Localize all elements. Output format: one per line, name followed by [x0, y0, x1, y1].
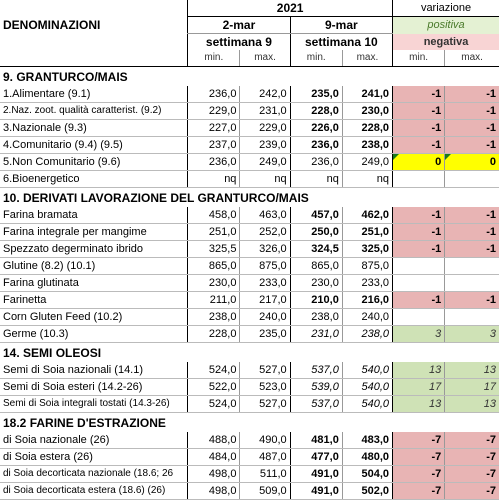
curr-max: 483,0 [342, 432, 392, 449]
prev-max: 217,0 [240, 292, 290, 309]
curr-min: 226,0 [290, 120, 342, 137]
var-max: -7 [445, 483, 499, 500]
prev-min: nq [188, 171, 240, 188]
curr-max: 251,0 [342, 224, 392, 241]
date-header-1: 2-mar [188, 17, 290, 34]
curr-min: 477,0 [290, 449, 342, 466]
prev-min: 238,0 [188, 309, 240, 326]
var-max: 13 [445, 396, 499, 413]
curr-min: 491,0 [290, 466, 342, 483]
curr-min: 228,0 [290, 103, 342, 120]
row-name: Semi di Soia nazionali (14.1) [0, 362, 188, 379]
curr-min: 235,0 [290, 86, 342, 103]
table-row [0, 466, 499, 483]
prev-max: 511,0 [240, 466, 290, 483]
var-max: 3 [445, 326, 499, 343]
prev-min: 211,0 [188, 292, 240, 309]
var-min: -1 [393, 224, 445, 241]
prev-max: 875,0 [240, 258, 290, 275]
prev-min: 522,0 [188, 379, 240, 396]
var-max: 13 [445, 362, 499, 379]
prev-min: 484,0 [188, 449, 240, 466]
curr-max: 233,0 [342, 275, 392, 292]
var-min: -7 [393, 466, 445, 483]
curr-min: 210,0 [290, 292, 342, 309]
table-row [0, 432, 499, 449]
prev-min: 229,0 [188, 103, 240, 120]
var-min [393, 275, 445, 292]
var-max: -1 [445, 120, 499, 137]
curr-min: 539,0 [290, 379, 342, 396]
var-min: -1 [393, 137, 445, 154]
curr-min: 457,0 [290, 207, 342, 224]
table-row [0, 241, 499, 258]
table-row [0, 379, 499, 396]
section-title: 10. DERIVATI LAVORAZIONE DEL GRANTURCO/MAIS [0, 188, 499, 207]
curr-min: 491,0 [290, 483, 342, 500]
var-max: -1 [445, 207, 499, 224]
prev-max: nq [240, 171, 290, 188]
table-row [0, 171, 499, 188]
var-max: -1 [445, 292, 499, 309]
table-body [0, 67, 499, 500]
var-max: -7 [445, 432, 499, 449]
date-header-2: 9-mar [290, 17, 392, 34]
var-min [393, 171, 445, 188]
min-header: min. [290, 50, 342, 67]
curr-max: nq [342, 171, 392, 188]
curr-min: 481,0 [290, 432, 342, 449]
header-spacer [0, 50, 188, 67]
curr-max: 504,0 [342, 466, 392, 483]
curr-max: 249,0 [342, 154, 392, 171]
prev-min: 230,0 [188, 275, 240, 292]
row-name: 3.Nazionale (9.3) [0, 120, 188, 137]
prev-min: 524,0 [188, 362, 240, 379]
prev-min: 236,0 [188, 154, 240, 171]
prev-max: 487,0 [240, 449, 290, 466]
prev-max: 235,0 [240, 326, 290, 343]
section-header [0, 413, 499, 432]
section-title: 14. SEMI OLEOSI [0, 343, 499, 362]
table-row [0, 154, 499, 171]
var-min: -7 [393, 449, 445, 466]
var-min: 0 [393, 154, 445, 171]
var-min: -1 [393, 103, 445, 120]
section-header [0, 188, 499, 207]
curr-min: 250,0 [290, 224, 342, 241]
var-min: -7 [393, 432, 445, 449]
section-header [0, 343, 499, 362]
row-name: Farina integrale per mangime [0, 224, 188, 241]
curr-max: 540,0 [342, 362, 392, 379]
table-row [0, 224, 499, 241]
curr-max: 216,0 [342, 292, 392, 309]
var-max: -1 [445, 224, 499, 241]
var-min: -1 [393, 292, 445, 309]
curr-min: 865,0 [290, 258, 342, 275]
row-name: 2.Naz. zoot. qualità caratterist. (9.2) [0, 103, 188, 120]
prev-max: 240,0 [240, 309, 290, 326]
table-row [0, 396, 499, 413]
prev-min: 325,5 [188, 241, 240, 258]
curr-max: 502,0 [342, 483, 392, 500]
curr-max: 241,0 [342, 86, 392, 103]
curr-min: nq [290, 171, 342, 188]
var-max [445, 275, 499, 292]
curr-max: 540,0 [342, 379, 392, 396]
prev-min: 488,0 [188, 432, 240, 449]
curr-max: 228,0 [342, 120, 392, 137]
curr-max: 875,0 [342, 258, 392, 275]
var-min: -1 [393, 120, 445, 137]
prev-max: 523,0 [240, 379, 290, 396]
curr-max: 230,0 [342, 103, 392, 120]
row-name: di Soia decorticata estera (18.6) (26) [0, 483, 188, 500]
prev-max: 229,0 [240, 120, 290, 137]
table-row [0, 207, 499, 224]
curr-min: 537,0 [290, 362, 342, 379]
var-min [393, 258, 445, 275]
var-max: -1 [445, 137, 499, 154]
prev-max: 527,0 [240, 362, 290, 379]
curr-max: 325,0 [342, 241, 392, 258]
var-min: -1 [393, 86, 445, 103]
var-max: 17 [445, 379, 499, 396]
row-name: Germe (10.3) [0, 326, 188, 343]
prev-max: 239,0 [240, 137, 290, 154]
curr-max: 238,0 [342, 137, 392, 154]
row-name: Semi di Soia esteri (14.2-26) [0, 379, 188, 396]
legend-positiva: positiva [393, 17, 499, 34]
curr-min: 238,0 [290, 309, 342, 326]
row-name: Farinetta [0, 292, 188, 309]
var-min: -7 [393, 483, 445, 500]
table-row [0, 137, 499, 154]
prev-max: 231,0 [240, 103, 290, 120]
prev-max: 249,0 [240, 154, 290, 171]
min-header: min. [188, 50, 240, 67]
row-name: 4.Comunitario (9.4) (9.5) [0, 137, 188, 154]
curr-max: 480,0 [342, 449, 392, 466]
curr-max: 540,0 [342, 396, 392, 413]
column-header-denominazioni: DENOMINAZIONI [3, 18, 101, 32]
row-name: 6.Bioenergetico [0, 171, 188, 188]
curr-min: 324,5 [290, 241, 342, 258]
row-name: Glutine (8.2) (10.1) [0, 258, 188, 275]
row-name: Farina glutinata [0, 275, 188, 292]
var-min: 17 [393, 379, 445, 396]
prev-min: 251,0 [188, 224, 240, 241]
max-header: max. [342, 50, 392, 67]
var-min: -1 [393, 207, 445, 224]
curr-max: 240,0 [342, 309, 392, 326]
var-min: 3 [393, 326, 445, 343]
var-max: -7 [445, 466, 499, 483]
prev-min: 524,0 [188, 396, 240, 413]
prev-min: 865,0 [188, 258, 240, 275]
curr-min: 537,0 [290, 396, 342, 413]
row-name: Spezzato degerminato ibrido [0, 241, 188, 258]
table-row [0, 258, 499, 275]
var-min [393, 309, 445, 326]
table-row [0, 120, 499, 137]
row-name: di Soia decorticata nazionale (18.6; 26 [0, 466, 188, 483]
max-header: max. [445, 50, 499, 67]
curr-min: 230,0 [290, 275, 342, 292]
prev-min: 458,0 [188, 207, 240, 224]
prev-max: 242,0 [240, 86, 290, 103]
table-row [0, 326, 499, 343]
prev-max: 252,0 [240, 224, 290, 241]
prev-max: 233,0 [240, 275, 290, 292]
prev-max: 463,0 [240, 207, 290, 224]
var-max [445, 258, 499, 275]
prev-min: 498,0 [188, 483, 240, 500]
var-max: -1 [445, 241, 499, 258]
table-row [0, 362, 499, 379]
prev-max: 490,0 [240, 432, 290, 449]
prev-min: 236,0 [188, 86, 240, 103]
section-title: 18.2 FARINE D'ESTRAZIONE [0, 413, 499, 432]
min-header: min. [393, 50, 445, 67]
prev-max: 326,0 [240, 241, 290, 258]
table-row [0, 103, 499, 120]
max-header: max. [240, 50, 290, 67]
week-header-1: settimana 9 [188, 34, 290, 51]
var-max: -1 [445, 103, 499, 120]
var-max [445, 171, 499, 188]
row-name: di Soia estera (26) [0, 449, 188, 466]
table-row [0, 275, 499, 292]
table-row [0, 309, 499, 326]
section-title: 9. GRANTURCO/MAIS [0, 67, 499, 86]
table-row [0, 86, 499, 103]
row-name: Farina bramata [0, 207, 188, 224]
row-name: di Soia nazionale (26) [0, 432, 188, 449]
week-header-2: settimana 10 [290, 34, 392, 51]
prev-min: 227,0 [188, 120, 240, 137]
prev-max: 527,0 [240, 396, 290, 413]
row-name: 5.Non Comunitario (9.6) [0, 154, 188, 171]
prev-min: 498,0 [188, 466, 240, 483]
table-row [0, 449, 499, 466]
row-name: Semi di Soia integrali tostati (14.3-26) [0, 396, 188, 413]
curr-min: 236,0 [290, 137, 342, 154]
prev-max: 509,0 [240, 483, 290, 500]
variazione-header: variazione [393, 0, 499, 17]
curr-max: 238,0 [342, 326, 392, 343]
var-max: -1 [445, 86, 499, 103]
curr-min: 231,0 [290, 326, 342, 343]
var-max [445, 309, 499, 326]
var-min: 13 [393, 362, 445, 379]
var-max: 0 [445, 154, 499, 171]
prev-min: 237,0 [188, 137, 240, 154]
var-max: -7 [445, 449, 499, 466]
legend-negativa: negativa [393, 34, 499, 51]
curr-min: 236,0 [290, 154, 342, 171]
row-name: 1.Alimentare (9.1) [0, 86, 188, 103]
var-min: 13 [393, 396, 445, 413]
prev-min: 228,0 [188, 326, 240, 343]
section-header [0, 67, 499, 86]
table-row [0, 292, 499, 309]
row-name: Corn Gluten Feed (10.2) [0, 309, 188, 326]
curr-max: 462,0 [342, 207, 392, 224]
year-header: 2021 [188, 0, 393, 17]
var-min: -1 [393, 241, 445, 258]
